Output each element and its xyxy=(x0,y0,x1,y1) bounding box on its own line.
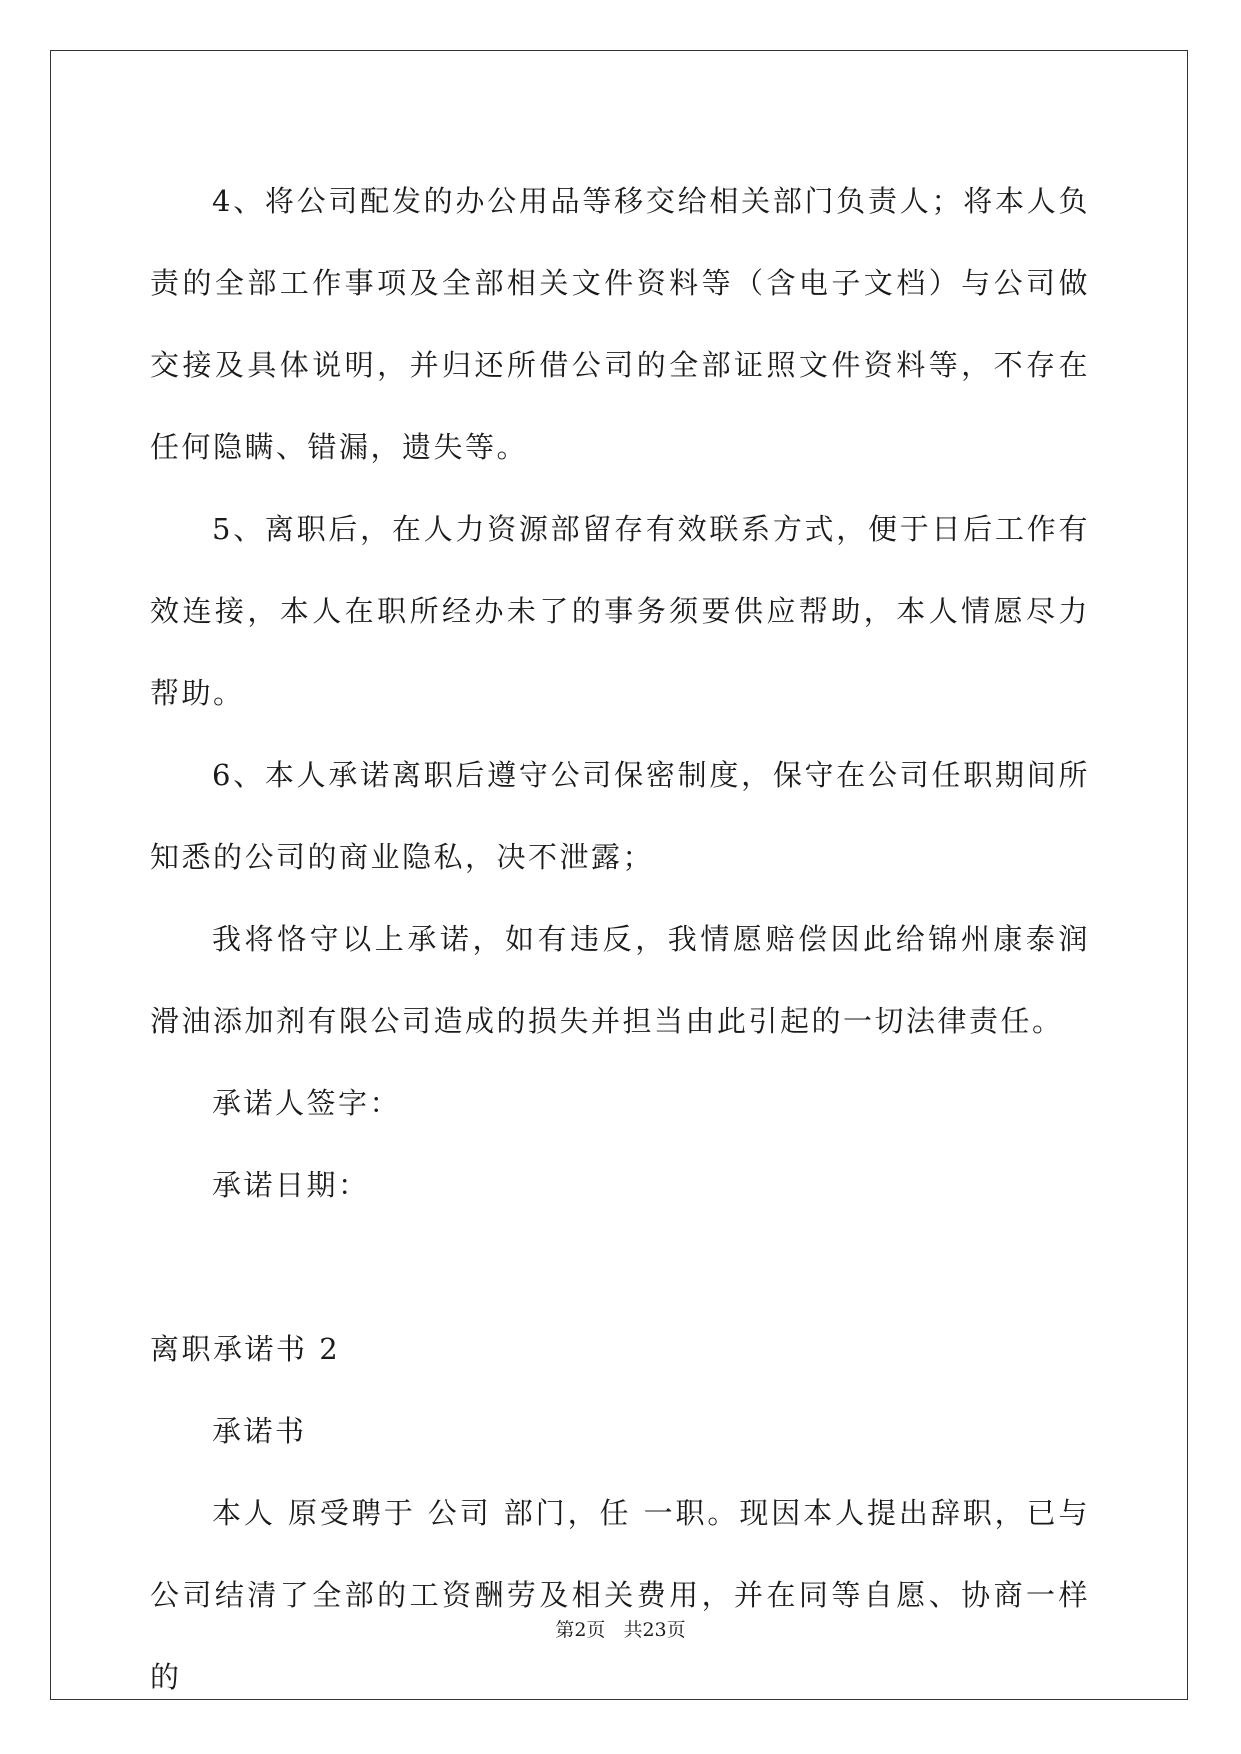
paragraph-item-6: 6、本人承诺离职后遵守公司保密制度，保守在公司任职期间所知悉的公司的商业隐私，决不泄露； xyxy=(150,758,1090,874)
section-paragraph: 本人 原受聘于 公司 部门，任 一职。现因本人提出辞职，已与公司结清了全部的工资酬劳及相关费用，并在同等自愿、协商一样的 xyxy=(150,1496,1090,1694)
section-heading: 承诺书 xyxy=(212,1414,307,1448)
page-footer xyxy=(0,1615,1241,1642)
paragraph-item-5: 5、离职后，在人力资源部留存有效联系方式，便于日后工作有效连接，本人在职所经办未了的事务须要供应帮助，本人情愿尽力帮助。 xyxy=(150,512,1090,710)
section-title: 离职承诺书 2 xyxy=(150,1332,341,1366)
page-number-total: 共23页 xyxy=(623,1619,686,1641)
page-number-current: 第2页 xyxy=(555,1619,606,1641)
spacer xyxy=(150,1226,1090,1308)
signature-line: 承诺人签字： xyxy=(212,1086,402,1120)
document-body xyxy=(150,160,1090,1718)
paragraph-pledge: 我将恪守以上承诺，如有违反，我情愿赔偿因此给锦州康泰润滑油添加剂有限公司造成的损失并担当由此引起的一切法律责任。 xyxy=(150,922,1090,1038)
date-line: 承诺日期： xyxy=(212,1168,370,1202)
paragraph-item-4: 4、将公司配发的办公用品等移交给相关部门负责人；将本人负责的全部工作事项及全部相关文件资料等（含电子文档）与公司做交接及具体说明，并归还所借公司的全部证照文件资料等，不存在任何隐瞒、错漏，遗失等。 xyxy=(150,184,1090,464)
